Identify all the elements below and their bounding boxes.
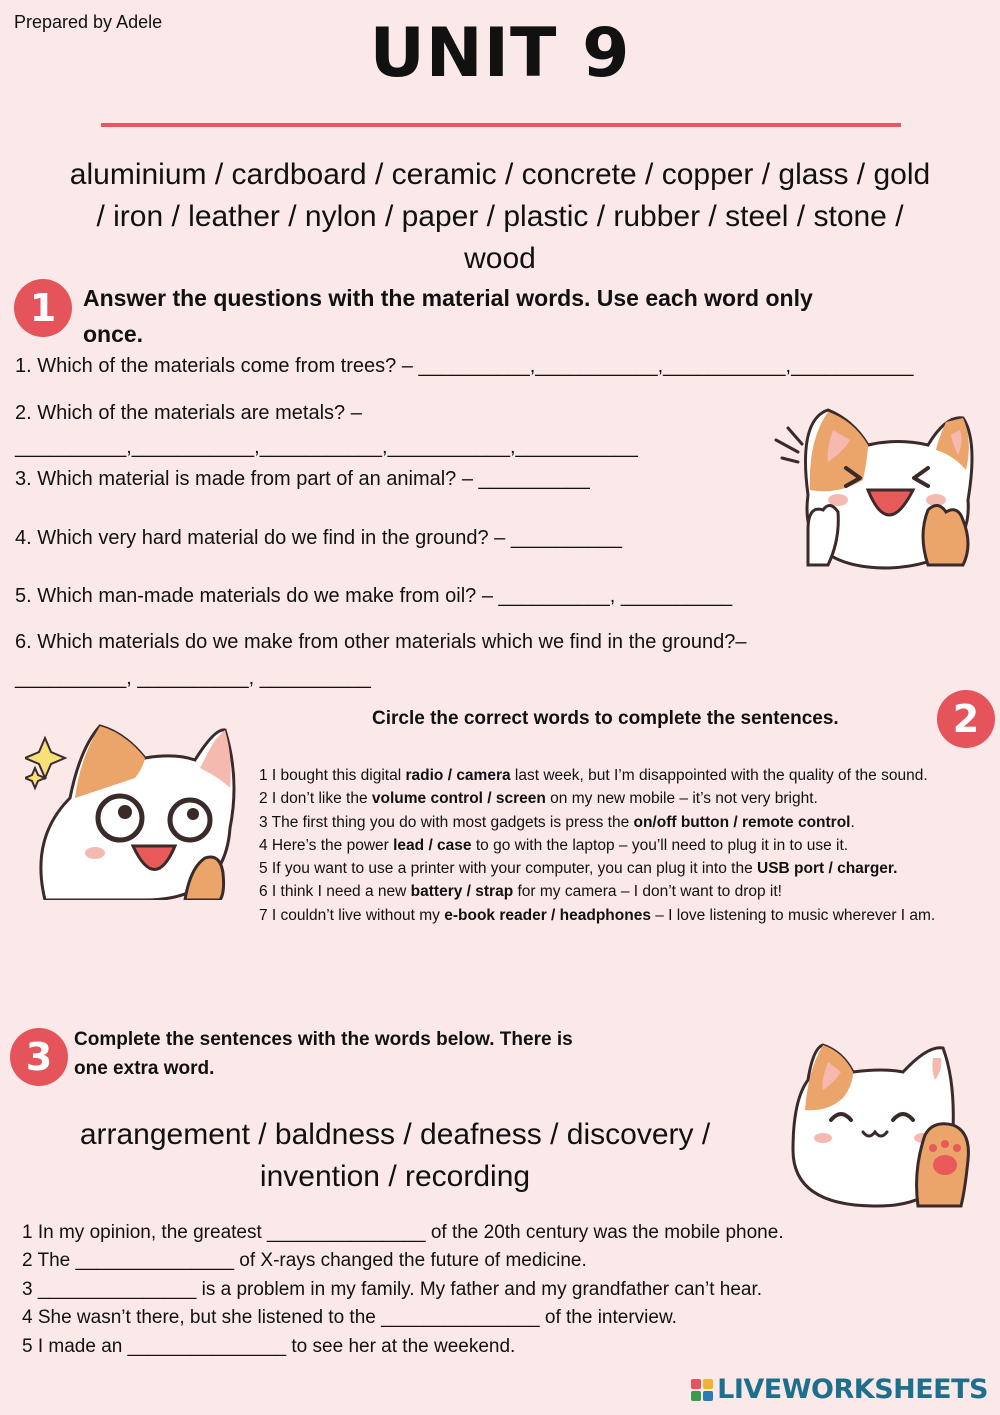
choice-options[interactable]: battery / strap bbox=[410, 883, 514, 901]
choice-options[interactable]: e-book reader / headphones bbox=[444, 906, 651, 924]
word-bank-line: / iron / leather / nylon / paper / plastic / rubber / steel / stone / bbox=[96, 200, 904, 233]
sentence-item: 3 The first thing you do with most gadgets is press the on/off button / remote control. bbox=[259, 813, 855, 831]
question-1: 1. Which of the materials come from trees? – __________,___________,___________,___________ bbox=[15, 355, 914, 377]
section-2-badge: 2 bbox=[937, 690, 995, 748]
section-3-badge: 3 bbox=[10, 1028, 68, 1086]
sentence-item: 7 I couldn’t live without my e-book reader / headphones – I love listening to music wherever I am. bbox=[259, 906, 936, 924]
section-2-instruction: Circle the correct words to complete the sentences. bbox=[372, 708, 839, 729]
section-3-sentences bbox=[22, 1219, 784, 1361]
gap-fill-sentence: 2 The _______________ of X-rays changed the future of medicine. bbox=[22, 1250, 587, 1272]
amazed-cat-illustration bbox=[25, 718, 255, 900]
choice-options[interactable]: lead / case bbox=[393, 836, 472, 854]
liveworksheets-logo-icon bbox=[691, 1379, 713, 1401]
title-divider bbox=[101, 123, 901, 127]
sentence-item: 4 Here’s the power lead / case to go with the laptop – you’ll need to plug it in to use it. bbox=[259, 836, 849, 854]
section-1-instruction bbox=[83, 280, 983, 352]
instruction-line: Answer the questions with the material words. Use each word only bbox=[83, 285, 813, 311]
gap-fill-sentence: 4 She wasn’t there, but she listened to the _______________ of the interview. bbox=[22, 1307, 677, 1329]
question-2-answer-line: __________,___________,___________,___________,___________ bbox=[15, 436, 638, 458]
choice-options[interactable]: radio / camera bbox=[405, 767, 511, 784]
question-6-answer-line: __________, __________, __________ bbox=[15, 667, 371, 689]
question-2: 2. Which of the materials are metals? – bbox=[15, 402, 362, 424]
choice-options[interactable]: volume control / screen bbox=[371, 790, 546, 808]
waving-cat-illustration bbox=[783, 1040, 975, 1208]
gap-fill-sentence: 3 _______________ is a problem in my family. My father and my grandfather can’t hear. bbox=[22, 1278, 763, 1300]
word-bank-line: arrangement / baldness / deafness / discovery / bbox=[79, 1118, 711, 1151]
word-bank-materials bbox=[20, 154, 980, 280]
liveworksheets-logo bbox=[691, 1374, 988, 1405]
section-2-sentences bbox=[259, 764, 999, 927]
word-bank-line: aluminium / cardboard / ceramic / concrete / copper / glass / gold bbox=[69, 158, 931, 191]
instruction-line: one extra word. bbox=[74, 1058, 215, 1079]
question-5: 5. Which man-made materials do we make from oil? – __________, __________ bbox=[15, 585, 733, 607]
instruction-line: Complete the sentences with the words below. There is bbox=[74, 1029, 573, 1050]
sentence-item: 6 I think I need a new battery / strap for my camera – I don’t want to drop it! bbox=[259, 883, 782, 901]
brand-name: LIVEWORKSHEETS bbox=[717, 1374, 988, 1405]
sentence-item: 1 I bought this digital radio / camera last week, but I’m disappointed with the quality of the sound. bbox=[259, 767, 928, 784]
question-3: 3. Which material is made from part of an animal? – __________ bbox=[15, 468, 590, 490]
word-bank-line: invention / recording bbox=[259, 1160, 531, 1193]
sentence-item: 5 If you want to use a printer with your computer, you can plug it into the USB port / charger. bbox=[259, 860, 898, 878]
choice-options[interactable]: on/off button / remote control bbox=[633, 813, 851, 831]
laughing-cat-illustration bbox=[768, 400, 980, 570]
word-bank-nouns bbox=[30, 1114, 760, 1198]
sentence-item: 2 I don’t like the volume control / screen on my new mobile – it’s not very bright. bbox=[259, 790, 818, 808]
prepared-by: Prepared by Adele bbox=[14, 12, 163, 32]
word-bank-line: wood bbox=[464, 242, 536, 275]
gap-fill-sentence: 1 In my opinion, the greatest _______________ of the 20th century was the mobile phone. bbox=[22, 1222, 784, 1243]
page-title: UNIT 9 bbox=[369, 14, 631, 93]
gap-fill-sentence: 5 I made an _______________ to see her at the weekend. bbox=[22, 1335, 516, 1357]
question-4: 4. Which very hard material do we find in the ground? – __________ bbox=[15, 527, 623, 549]
section-1-badge: 1 bbox=[14, 279, 72, 337]
section-3-instruction bbox=[74, 1025, 573, 1083]
choice-options[interactable]: USB port / charger. bbox=[757, 860, 898, 878]
question-6: 6. Which materials do we make from other materials which we find in the ground?– bbox=[15, 631, 747, 653]
instruction-line: once. bbox=[83, 321, 144, 347]
